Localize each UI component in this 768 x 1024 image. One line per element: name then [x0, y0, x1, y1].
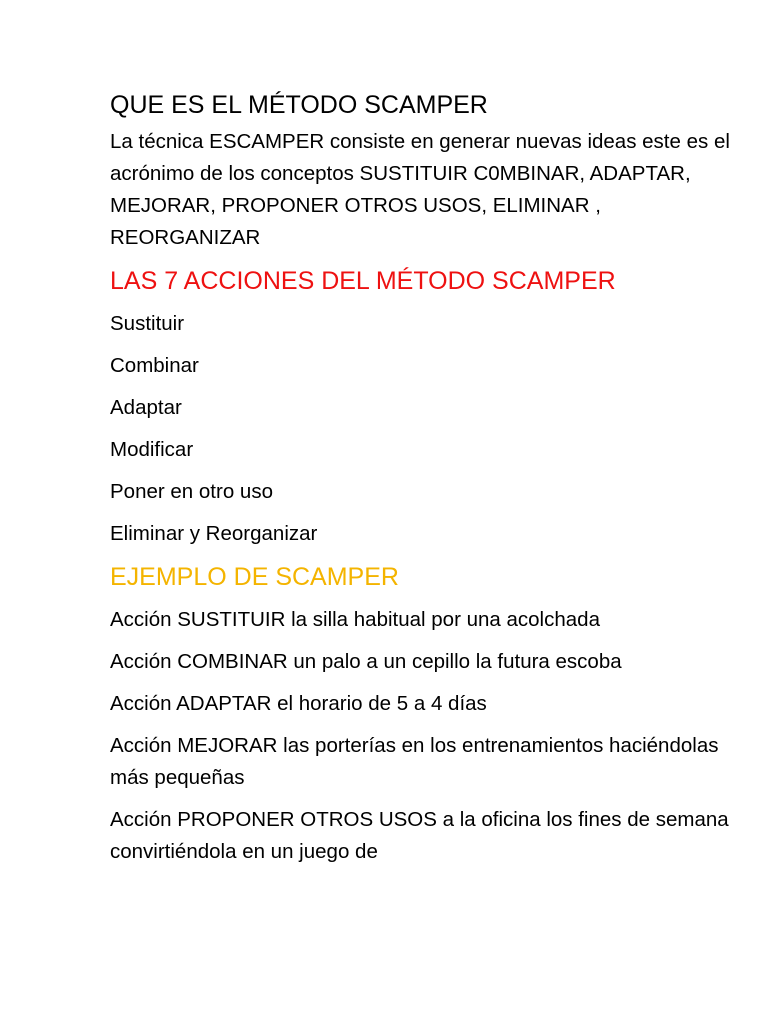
example-item-sustituir: Acción SUSTITUIR la silla habitual por una acolchada [110, 608, 600, 631]
action-item-sustituir: Sustituir [110, 312, 185, 335]
example-item-proponer: Acción PROPONER OTROS USOS a la oficina los fines de semana convirtiéndola en un juego de [110, 808, 729, 863]
example-heading: EJEMPLO DE SCAMPER [110, 563, 399, 591]
example-item-combinar: Acción COMBINAR un palo a un cepillo la futura escoba [110, 650, 622, 673]
action-item-modificar: Modificar [110, 438, 194, 461]
examples-list [110, 604, 730, 868]
action-item-eliminar-reorganizar: Eliminar y Reorganizar [110, 522, 318, 545]
actions-list [110, 308, 730, 550]
document-title: QUE ES EL MÉTODO SCAMPER [110, 91, 488, 119]
document-page [110, 88, 730, 878]
action-item-adaptar: Adaptar [110, 396, 182, 419]
example-item-adaptar: Acción ADAPTAR el horario de 5 a 4 días [110, 692, 487, 715]
action-item-combinar: Combinar [110, 354, 199, 377]
actions-heading: LAS 7 ACCIONES DEL MÉTODO SCAMPER [110, 267, 616, 295]
action-item-poner-en-otro-uso: Poner en otro uso [110, 480, 273, 503]
intro-paragraph: La técnica ESCAMPER consiste en generar nuevas ideas este es el acrónimo de los conceptos SUSTITUIR C0MBINAR, ADAPTAR, MEJORAR, PROPONER OTROS USOS, ELIMINAR , REORGANIZAR [110, 130, 730, 249]
example-item-mejorar: Acción MEJORAR las porterías en los entrenamientos haciéndolas más pequeñas [110, 734, 719, 789]
